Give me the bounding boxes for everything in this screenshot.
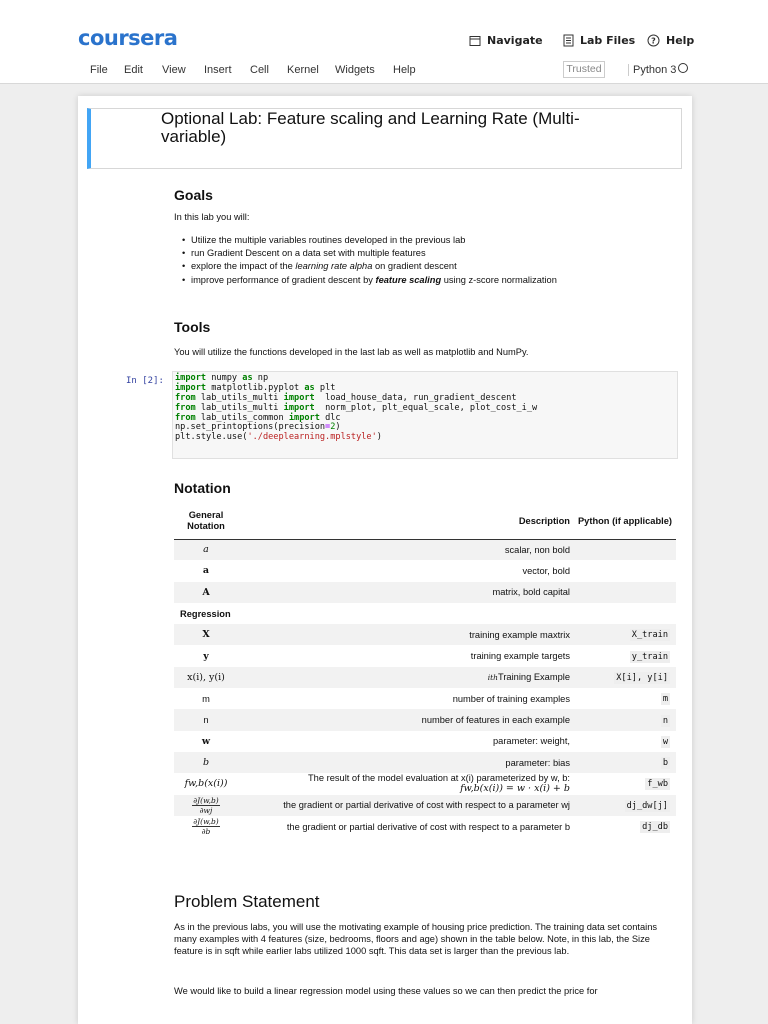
notebook-menubar bbox=[0, 58, 768, 84]
table-row: fw,b(x(i)) The result of the model evaluation at x(i) parameterized by w, b: fw,b(x(i)) = w · x(i) + b f_wb bbox=[184, 773, 668, 795]
menu-view[interactable]: View bbox=[162, 64, 186, 76]
tools-heading: Tools bbox=[174, 319, 211, 335]
goal-item: • improve performance of gradient descent by feature scaling using z-score normalization bbox=[182, 274, 557, 287]
code-line: from lab_utils_multi import norm_plot, plt_equal_scale, plot_cost_i_w bbox=[175, 402, 538, 413]
col-header-python: Python (if applicable) bbox=[576, 504, 676, 539]
goals-heading: Goals bbox=[174, 187, 213, 203]
table-section-row: Regression bbox=[180, 608, 231, 619]
notebook-container bbox=[78, 96, 692, 1024]
table-row: y training example targets y_train bbox=[203, 650, 668, 662]
svg-text:?: ? bbox=[651, 36, 656, 46]
navigate-label: Navigate bbox=[487, 34, 543, 47]
menu-help[interactable]: Help bbox=[393, 64, 416, 76]
code-line: plt.style.use('./deeplearning.mplstyle') bbox=[175, 432, 382, 443]
goals-intro: In this lab you will: bbox=[174, 212, 250, 222]
table-row: $\frac{\partial J(w,b)}{\partial b}$ the gradient or partial derivative of cost with respect to a parameter b dj_db bbox=[193, 817, 668, 836]
table-row: a scalar, non bold bbox=[174, 539, 676, 560]
tools-text: You will utilize the functions developed in the last lab as well as matplotlib and NumPy. bbox=[174, 347, 529, 357]
col-header-notation: General Notation bbox=[174, 504, 238, 539]
problem-paragraph: As in the previous labs, you will use the motivating example of housing price prediction. The training data set contains many examples with 4 features (size, bedrooms, floors and age) shown in the table below. Note, in this lab, the Size feature is in sqft while earlier labs utilized 1000 sqft. This data set is larger than the previous lab. bbox=[174, 922, 658, 956]
col-header-description: Description bbox=[238, 504, 576, 539]
menu-file[interactable]: File bbox=[90, 64, 108, 76]
table-row: a vector, bold bbox=[202, 565, 570, 577]
help-icon bbox=[647, 34, 660, 47]
menu-widgets[interactable]: Widgets bbox=[335, 64, 375, 76]
goal-item: • run Gradient Descent on a data set with multiple features bbox=[182, 247, 557, 260]
navigate-icon bbox=[469, 35, 481, 47]
table-header-row bbox=[174, 504, 676, 539]
coursera-logo[interactable]: coursera bbox=[78, 26, 178, 50]
menu-cell[interactable]: Cell bbox=[250, 64, 269, 76]
code-line: from lab_utils_multi import load_house_data, run_gradient_descent bbox=[175, 392, 517, 403]
cell-prompt: In [2]: bbox=[126, 376, 164, 386]
table-row: m number of training examples m bbox=[202, 693, 668, 705]
menu-edit[interactable]: Edit bbox=[124, 64, 143, 76]
trusted-indicator[interactable]: Trusted bbox=[563, 61, 605, 78]
code-line: np.set_printoptions(precision=2) bbox=[175, 422, 341, 433]
table-row: X training example maxtrix X_train bbox=[174, 624, 676, 645]
lab-files-button[interactable] bbox=[563, 34, 635, 47]
code-line: import numpy as np bbox=[175, 373, 269, 383]
problem-paragraph-2: We would like to build a linear regression model using these values so we can then predict the price for bbox=[174, 986, 598, 996]
code-cell[interactable] bbox=[172, 371, 678, 459]
help-button[interactable] bbox=[647, 34, 694, 47]
goal-item: • Utilize the multiple variables routines developed in the previous lab bbox=[182, 234, 557, 247]
top-header bbox=[0, 0, 768, 58]
table-row: b parameter: bias b bbox=[174, 752, 676, 773]
goals-list bbox=[182, 234, 557, 287]
menu-insert[interactable]: Insert bbox=[204, 64, 232, 76]
lab-files-label: Lab Files bbox=[580, 34, 636, 47]
goal-item: • explore the impact of the learning rate alpha on gradient descent bbox=[182, 260, 557, 273]
code-line: from lab_utils_common import dlc bbox=[175, 412, 341, 423]
lab-title: Optional Lab: Feature scaling and Learning Rate (Multi-variable) bbox=[161, 109, 580, 146]
kernel-name[interactable]: Python 3 bbox=[628, 64, 676, 76]
table-row: $\frac{\partial J(w,b)}{\partial wj}$ the gradient or partial derivative of cost with respect to a parameter wj dj_dw[j] bbox=[174, 795, 676, 816]
help-label: Help bbox=[666, 34, 695, 47]
table-row: n number of features in each example n bbox=[174, 709, 676, 730]
notation-table bbox=[174, 504, 676, 837]
code-line: import matplotlib.pyplot as plt bbox=[175, 382, 336, 393]
notation-heading: Notation bbox=[174, 480, 231, 496]
navigate-button[interactable] bbox=[469, 34, 543, 47]
table-row: w parameter: weight, w bbox=[201, 735, 668, 747]
file-icon bbox=[563, 34, 574, 47]
problem-heading: Problem Statement bbox=[174, 892, 320, 911]
table-row: A matrix, bold capital bbox=[174, 582, 676, 603]
menu-kernel[interactable]: Kernel bbox=[287, 64, 319, 76]
table-row: x(i), y(i) ithTraining Example X[i], y[i] bbox=[174, 667, 676, 688]
kernel-status-icon bbox=[678, 63, 688, 73]
